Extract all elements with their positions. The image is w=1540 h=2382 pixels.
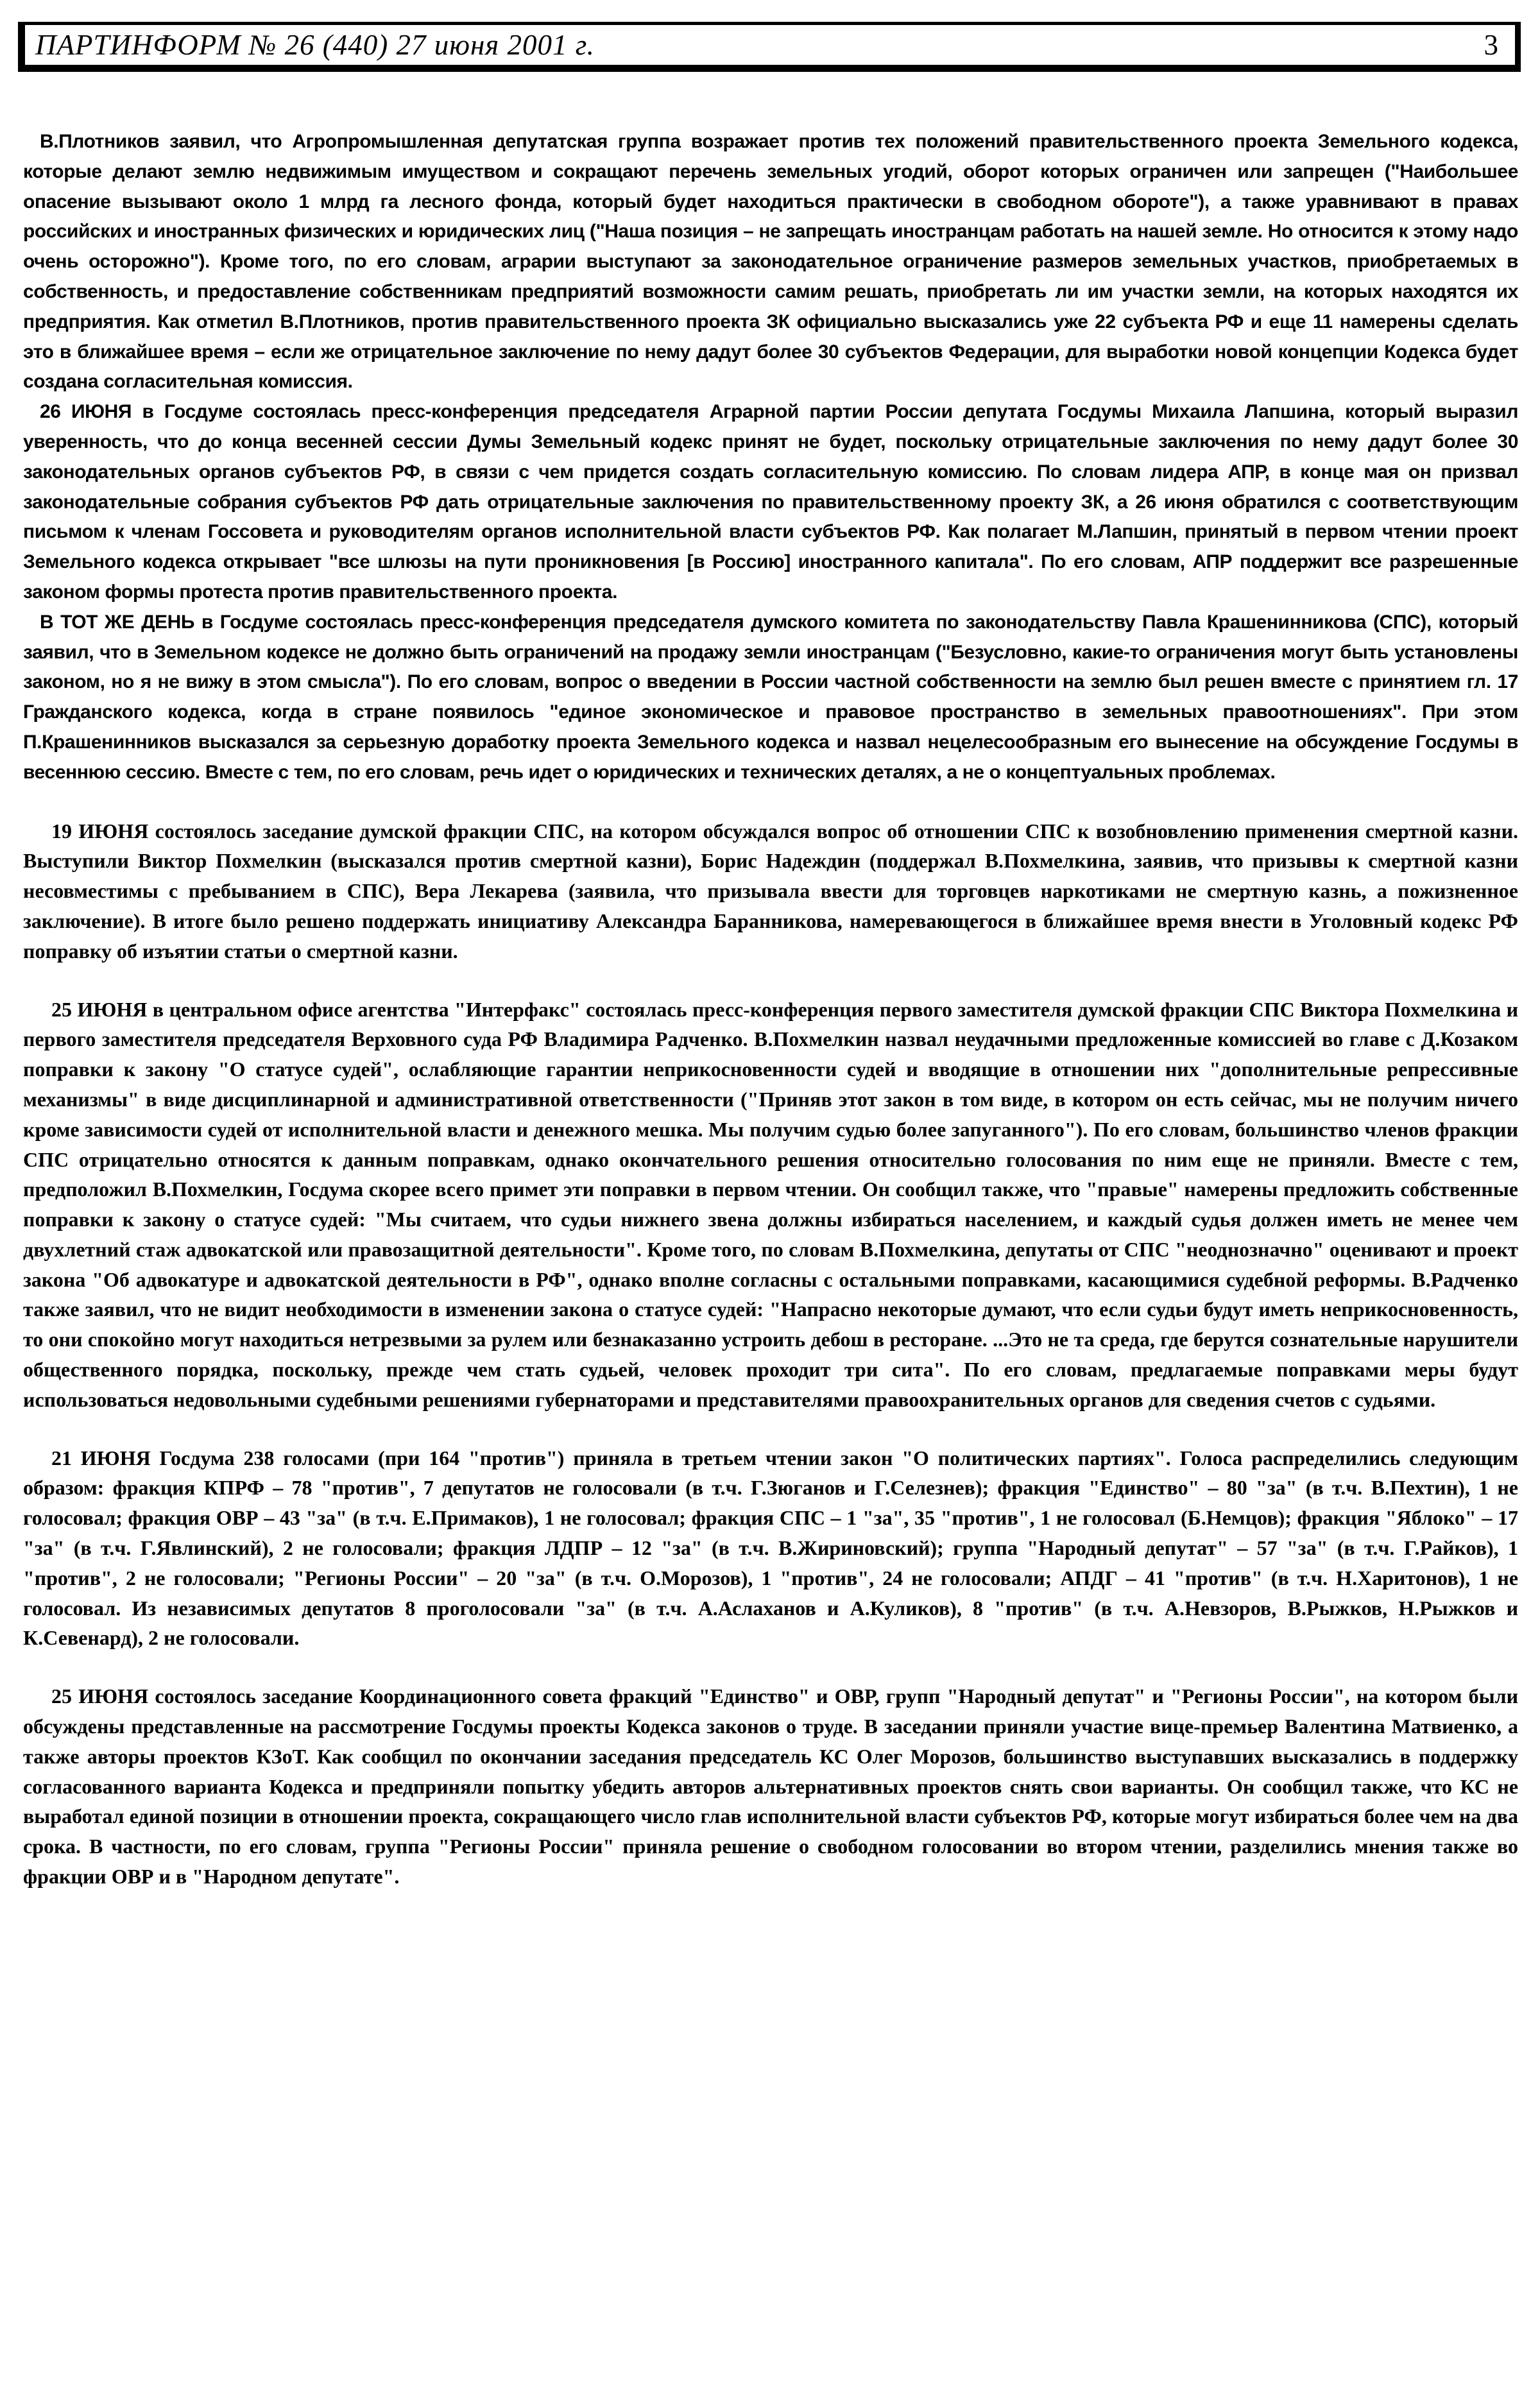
paragraph-same-day-krasheninnikov: В ТОТ ЖЕ ДЕНЬ в Госдуме состоялась пресс-конференция председателя думского комитета по законодательству Павла Крашенинникова (СПС), который заявил, что в Земельном кодексе не должно быть ограничений на продажу земли иностранцам ("Безусловно, какие-то ограничения могут быть установлены законом, но я не вижу в этом смысла"). По его словам, вопрос о введении в России частной собственности на землю был решен вместе с принятием гл. 17 Гражданского кодекса, когда в стране появилось "единое экономическое и правовое пространство в земельных правоотношениях". При этом П.Крашенинников высказался за серьезную доработку проекта Земельного кодекса и назвал нецелесообразным его вынесение на обсуждение Госдумы в весеннюю сессию. Вместе с тем, по его словам, речь идет о юридических и технических деталях, а не о концептуальных проблемах. [23,611,1518,783]
paragraph-19-june-sps-death-penalty: 19 ИЮНЯ состоялось заседание думской фракции СПС, на котором обсуждался вопрос об отношении СПС к возобновлению применения смертной казни. Выступили Виктор Похмелкин (высказался против смертной казни), Борис Надеждин (поддержал В.Похмелкина, заявив, что призывы к смертной казни несовместимы с пребыванием в СПС), Вера Лекарева (заявила, что призывала ввести для торговцев наркотиками не смертную казнь, а пожизненное заключение). В итоге было решено поддержать инициативу Александра Баранникова, намеревающегося в ближайшее время внести в Уголовный кодекс РФ поправку об изъятии статьи о смертной казни. [23,819,1518,963]
paragraph-25-june-interfax-judges: 25 ИЮНЯ в центральном офисе агентства "Интерфакс" состоялась пресс-конференция первого заместителя думской фракции СПС Виктора Похмелкина и первого заместителя председателя Верховного суда РФ Владимира Радченко. В.Похмелкин назвал неудачными предложенные комиссией во главе с Д.Козаком поправки к закону "О статусе судей", ослабляющие гарантии неприкосновенности судей и вводящие в отношении них "дополнительные репрессивные механизмы" в виде дисциплинарной и административной ответственности ("Приняв этот закон в том виде, в котором он есть сейчас, мы не получим ничего кроме зависимости судей от исполнительной власти и денежного мешка. Мы получим судью более запуганного"). По его словам, большинство членов фракции СПС отрицательно относятся к данным поправкам, однако окончательного решения относительно голосования по ним еще не приняли. Вместе с тем, предположил В.Похмелкин, Госдума скорее всего примет эти поправки в первом чтении. Он сообщил также, что "правые" намерены предложить собственные поправки к закону о статусе судей: "Мы считаем, что судьи нижнего звена должны избираться населением, и каждый судья должен иметь не менее чем двухлетний стаж адвокатской или правозащитной деятельности". Кроме того, по словам В.Похмелкина, депутаты от СПС "неоднозначно" оценивают и проект закона "Об адвокатуре и адвокатской деятельности в РФ", однако вполне согласны с остальными поправками, касающимися судебной реформы. В.Радченко также заявил, что не видит необходимости в изменении закона о статусе судей: "Напрасно некоторые думают, что если судьи будут иметь неприкосновенность, то они спокойно могут находиться нетрезвыми за рулем или безнаказанно устроить дебош в ресторане. ...Это не та среда, где берутся сознательные нарушители общественного порядка, поскольку, прежде чем стать судьей, человек проходит три сита". По его словам, предлагаемые поправками меры будут использоваться недовольными судебными решениями губернаторами и представителями правоохранительных органов для сведения счетов с судьями. [23,997,1518,1411]
paragraph-21-june-parties-law-vote: 21 ИЮНЯ Госдума 238 голосами (при 164 "против") приняла в третьем чтении закон "О политических партиях". Голоса распределились следующим образом: фракция КПРФ – 78 "против", 7 депутатов не голосовали (в т.ч. Г.Зюганов и Г.Селезнев); фракция "Единство" – 80 "за" (в т.ч. В.Пехтин), 1 не голосовал; фракция ОВР – 43 "за" (в т.ч. Е.Примаков), 1 не голосовал; фракция СПС – 1 "за", 35 "против", 1 не голосовал (Б.Немцов); фракция "Яблоко" – 17 "за" (в т.ч. Г.Явлинский), 2 не голосовали; фракция ЛДПР – 12 "за" (в т.ч. В.Жириновский); группа "Народный депутат" – 57 "за" (в т.ч. Г.Райков), 1 "против", 2 не голосовали; "Регионы России" – 20 "за" (в т.ч. О.Морозов), 1 "против", 24 не голосовали; АПДГ – 41 "против" (в т.ч. Н.Харитонов), 1 не голосовал. Из независимых депутатов 8 проголосовали "за" (в т.ч. А.Аслаханов и А.Куликов), 8 "против" (в т.ч. А.Невзоров, В.Рыжков, Н.Рыжков и К.Севенард), 2 не голосовали. [23,1446,1518,1650]
newsletter-title: ПАРТИНФОРМ № 26 (440) 27 июня 2001 г. [35,29,595,61]
page-header [18,22,1521,72]
paragraph-plotnikov-land-code: В.Плотников заявил, что Агропромышленная депутатская группа возражает против тех положений правительственного проекта Земельного кодекса, которые делают землю недвижимым имуществом и сокращают перечень земельных угодий, оборот которых ограничен или запрещен ("Наибольшее опасение вызывают около 1 млрд га лесного фонда, который будет находиться практически в свободном обороте"), а также уравнивают в правах российских и иностранных физических и юридических лиц ("Наша позиция – не запрещать иностранцам работать на нашей земле. Но относится к этому надо очень осторожно"). Кроме того, по его словам, аграрии выступают за законодательное ограничение размеров земельных участков, приобретаемых в собственность, и предоставление собственникам предприятий возможности самим решать, приобретать ли им участки земли, на которых находятся их предприятия. Как отметил В.Плотников, против правительственного проекта ЗК официально высказались уже 22 субъекта РФ и еще 11 намерены сделать это в ближайшее время – если же отрицательное заключение по нему дадут более 30 субъектов Федерации, для выработки новой концепции Кодекса будет создана согласительная комиссия. [23,131,1518,393]
paragraph-26-june-lapshin: 26 ИЮНЯ в Госдуме состоялась пресс-конференция председателя Аграрной партии России депутата Госдумы Михаила Лапшина, который выразил уверенность, что до конца весенней сессии Думы Земельный кодекс принят не будет, поскольку отрицательные заключения по нему дадут более 30 законодательных органов субъектов РФ, в связи с чем придется создать согласительную комиссию. По словам лидера АПР, в конце мая он призвал законодательные собрания субъектов РФ дать отрицательные заключения по правительственному проекту ЗК, а 26 июня обратился с соответствующим письмом к членам Госсовета и руководителям органов исполнительной власти субъектов РФ. Как полагает М.Лапшин, принятый в первом чтении проект Земельного кодекса открывает "все шлюзы на пути проникновения [в Россию] иностранного капитала". По его словам, АПР поддержит все разрешенные законом формы протеста против правительственного проекта. [23,401,1518,603]
page-number: 3 [1484,29,1498,61]
article-body [23,127,1518,1892]
paragraph-25-june-coordination-council: 25 ИЮНЯ состоялось заседание Координационного совета фракций "Единство" и ОВР, групп "Народный депутат" и "Регионы России", на котором были обсуждены представленные на рассмотрение Госдумы проекты Кодекса законов о труде. В заседании приняли участие вице-премьер Валентина Матвиенко, а также авторы проектов КЗоТ. Как сообщил по окончании заседания председатель КС Олег Морозов, большинство выступавших высказались в поддержку согласованного варианта Кодекса и предприняли попытку убедить авторов альтернативных проектов снять свои варианты. Он сообщил также, что КС не выработал единой позиции в отношении проекта, сокращающего число глав исполнительной власти субъектов РФ, которые могут избираться более чем на два срока. В частности, по его словам, группа "Регионы России" приняла решение о свободном голосовании во втором чтении, разделились мнения также во фракции ОВР и в "Народном депутате". [23,1684,1518,1889]
